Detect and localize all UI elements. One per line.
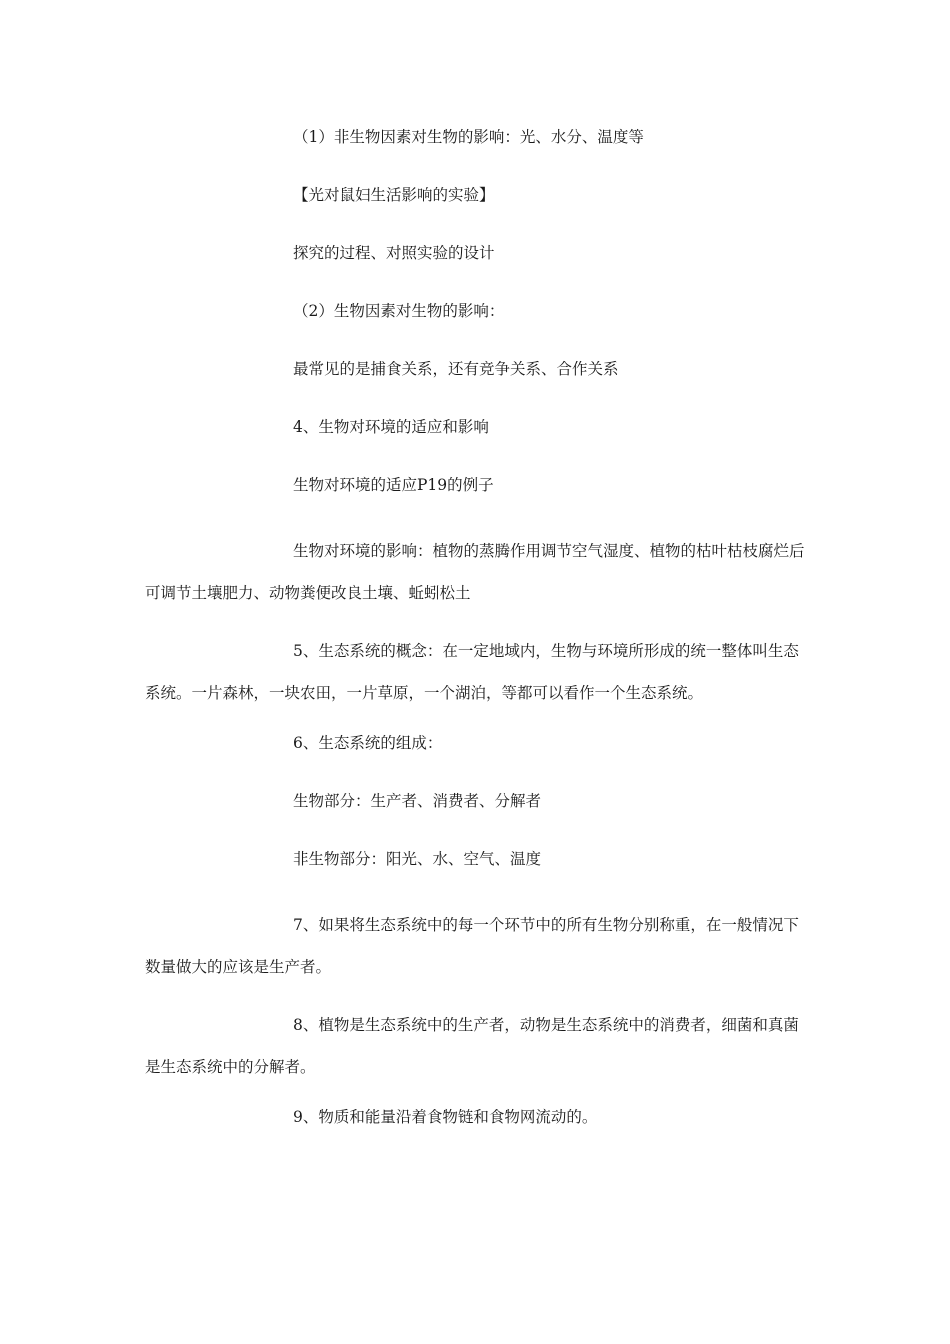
paragraph-weighing: 7、如果将生态系统中的每一个环节中的所有生物分别称重，在一般情况下数量做大的应该是生产者。 bbox=[145, 916, 799, 976]
paragraph-abiotic-part: 非生物部分：阳光、水、空气、温度 bbox=[293, 850, 542, 868]
paragraph-biotic-part: 生物部分：生产者、消费者、分解者 bbox=[293, 792, 542, 810]
paragraph-adaptation-heading: 4、生物对环境的适应和影响 bbox=[293, 418, 489, 436]
paragraph-inquiry-process: 探究的过程、对照实验的设计 bbox=[293, 244, 495, 262]
paragraph-environment-influence: 生物对环境的影响：植物的蒸腾作用调节空气湿度、植物的枯叶枯枝腐烂后可调节土壤肥力、动物粪便改良土壤、蚯蚓松土 bbox=[145, 542, 805, 602]
paragraph-ecosystem-concept: 5、生态系统的概念：在一定地域内，生物与环境所形成的统一整体叫生态系统。一片森林，一块农田，一片草原，一个湖泊，等都可以看作一个生态系统。 bbox=[145, 642, 799, 702]
paragraph-biotic-factors: （2）生物因素对生物的影响： bbox=[293, 302, 505, 320]
paragraph-relationships: 最常见的是捕食关系，还有竞争关系、合作关系 bbox=[293, 360, 619, 378]
paragraph-abiotic-factors: （1）非生物因素对生物的影响：光、水分、温度等 bbox=[293, 128, 644, 146]
paragraph-energy-flow: 9、物质和能量沿着食物链和食物网流动的。 bbox=[293, 1108, 598, 1126]
document-body bbox=[145, 124, 810, 1162]
paragraph-adaptation-example: 生物对环境的适应P19的例子 bbox=[293, 476, 494, 494]
paragraph-woodlouse-experiment: 【光对鼠妇生活影响的实验】 bbox=[293, 186, 495, 204]
paragraph-ecosystem-composition: 6、生态系统的组成： bbox=[293, 734, 443, 752]
paragraph-roles: 8、植物是生态系统中的生产者，动物是生态系统中的消费者，细菌和真菌是生态系统中的分解者。 bbox=[145, 1016, 799, 1076]
